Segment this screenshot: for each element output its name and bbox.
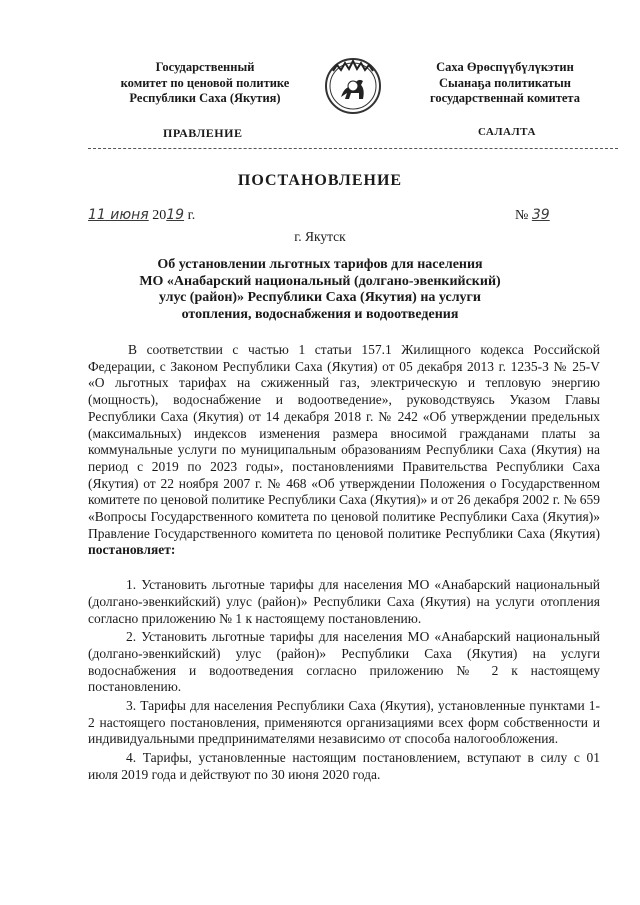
header-right-line: государственнай комитета (430, 91, 580, 105)
preamble-text: В соответствии с частью 1 статьи 157.1 Жилищного кодекса Российской Федерации, с Законом Республики Саха (Якутия) от 05 декабря 2013 г. 1235-З № 25-V «О льготных тарифах на сжиженный газ, электрическую и тепловую энергию (мощность), водоснабжение и водоотведение», руководствуясь Указом Главы Республики Саха (Якутия) от 14 декабря 2018 г. № 242 «Об утверждении предельных (максимальных) индексов изменения размера вносимой гражданами платы за коммунальные услуги по муниципальным образованиям Республики Саха (Якутия) на период с 2019 по 2023 годы», постановлениями Правительства Республики Саха (Якутия) от 22 ноября 2007 г. № 468 «Об утверждении Положения о Государственном комитете по ценовой политике Республики Саха (Якутия)» и от 26 декабря 2002 г. № 659 «Вопросы Государственного комитета по ценовой политике Республики Саха (Якутия)» Правление Государственного комитета по ценовой политике Республики Саха (Якутия) (88, 342, 600, 541)
number-handwritten: 39 (531, 207, 550, 223)
header-left-line: Государственный (155, 60, 255, 74)
date-day-handwritten: 11 июня (88, 207, 149, 223)
subject-line: отопления, водоснабжения и водоотведения (181, 306, 459, 322)
header-right-org (400, 60, 610, 107)
subject-line: Об установлении льготных тарифов для населения (157, 257, 483, 272)
date-year-prefix: 20 (152, 208, 167, 223)
resolution-item: 3. Тарифы для населения Республики Саха (Якутия), установленные пунктами 1-2 настоящего постановления, применяются организациями всех форм собственности и индивидуальными предпринимателями независимо от способа налогообложения. (88, 698, 600, 747)
header-left-org (100, 60, 310, 107)
preamble-paragraph (88, 342, 600, 559)
board-label-sakha: САЛАЛТА (478, 126, 536, 138)
document-subject (110, 257, 530, 323)
header-divider (88, 148, 618, 149)
board-label-ru: ПРАВЛЕНИЕ (163, 126, 243, 140)
coat-of-arms-icon (323, 55, 383, 117)
header-left-line: комитет по ценовой политике (120, 75, 290, 90)
date-year-handwritten: 19 (166, 207, 185, 223)
resolution-item: 1. Установить льготные тарифы для населения МО «Анабарский национальный (долгано-эвенкийский) улус (район)» Республики Саха (Якутия) на услуги отопления согласно приложению № 1 к настоящему постановлению. (88, 577, 600, 626)
header-right-line: Сыанаҕа политикатын (439, 75, 571, 90)
document-body (88, 342, 600, 786)
subject-line: МО «Анабарский национальный (долгано-эвенкийский) (139, 273, 501, 289)
subject-line: улус (район)» Республики Саха (Якутия) на услуги (159, 290, 481, 305)
document-type-title: ПОСТАНОВЛЕНИЕ (237, 172, 403, 189)
resolution-item: 4. Тарифы, установленные настоящим постановлением, вступают в силу с 01 июля 2019 года и действуют по 30 июня 2020 года. (88, 750, 600, 782)
document-city: г. Якутск (294, 229, 346, 244)
resolution-item: 2. Установить льготные тарифы для населения МО «Анабарский национальный (долгано-эвенкийский) улус (район)» Республики Саха (Якутия) на услуги водоснабжения и водоотведения согласно приложению № 2 к настоящему постановлению. (88, 629, 600, 695)
header-left-line: Республики Саха (Якутия) (129, 91, 281, 105)
preamble-resolution: постановляет: (88, 542, 176, 558)
date-year-unit: г. (187, 208, 196, 223)
number-prefix: № (515, 208, 529, 223)
document-number (515, 207, 550, 224)
document-date (88, 207, 195, 224)
header-right-line: Саха Өрөспүүбүлүкэтин (436, 60, 574, 74)
